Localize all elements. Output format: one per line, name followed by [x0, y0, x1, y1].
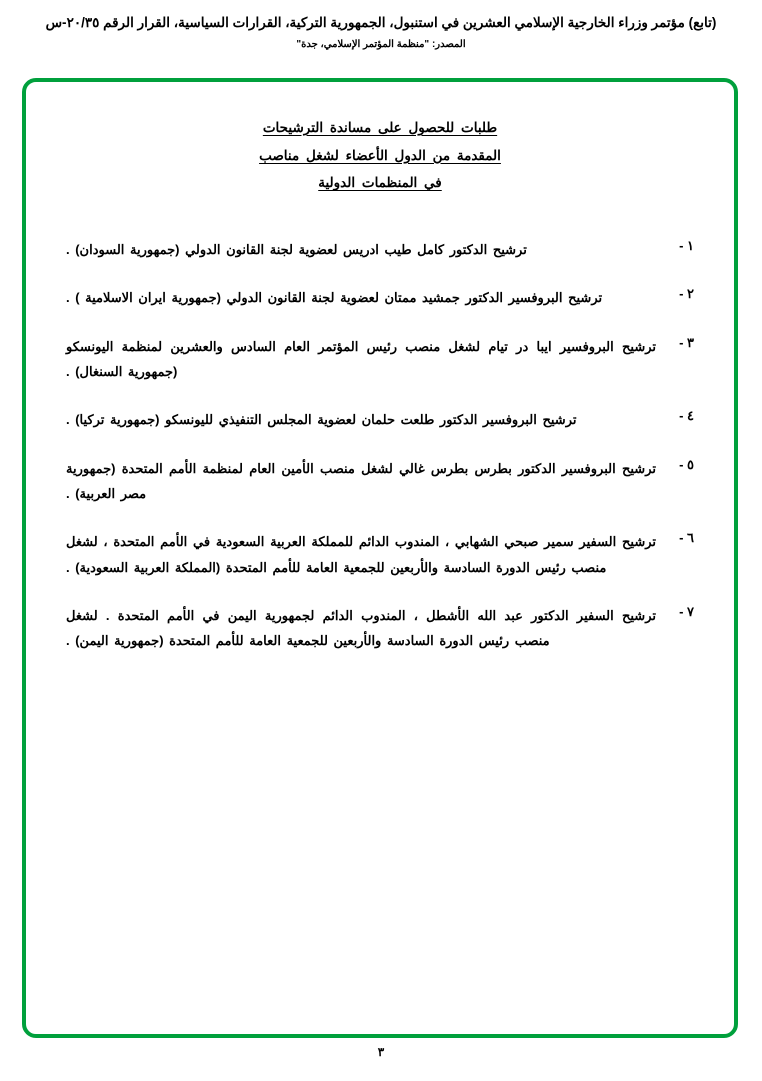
list-item-number: ١ - [679, 238, 694, 254]
list-item [66, 334, 694, 385]
list-item-text: ترشيح البروفسير الدكتور طلعت حلمان لعضوية المجلس التنفيذي لليونسكو (جمهورية تركيا) . [66, 412, 577, 428]
list-item [66, 529, 694, 580]
title-line-1: طلبات للحصول على مساندة الترشيحات [262, 120, 498, 135]
header-source: المصدر: "منظمة المؤتمر الإسلامي، جدة" [296, 39, 466, 51]
list-item-number: ٦ - [679, 530, 694, 546]
list-item-text: ترشيح البروفسير الدكتور جمشيد ممتان لعضوية لجنة القانون الدولي (جمهورية ايران الاسلامية ) . [66, 290, 603, 306]
page-number: ٣ [377, 1045, 385, 1059]
document-header [0, 0, 762, 50]
title-line-3: في المنظمات الدولية [318, 175, 442, 191]
list-item-text: ترشيح السفير الدكتور عبد الله الأشطل ، المندوب الدائم لجمهورية اليمن في الأمم المتحدة . لشغل منصب رئيس الدورة السادسة والأربعين للجمعية العامة للأمم المتحدة (جمهورية اليمن) . [66, 608, 656, 649]
list-item-text: ترشيح الدكتور كامل طيب ادريس لعضوية لجنة القانون الدولي (جمهورية السودان) . [66, 242, 527, 258]
list-item [66, 237, 694, 262]
list-item-text: ترشيح البروفسير الدكتور بطرس بطرس غالي لشغل منصب الأمين العام لمنظمة الأمم المتحدة (جمهورية مصر العربية) . [66, 460, 656, 502]
green-border-frame [22, 78, 738, 1038]
list-item-number: ٤ - [679, 408, 694, 424]
frame-content [26, 82, 734, 1034]
document-title [66, 114, 694, 197]
list-item-number: ٢ - [679, 286, 694, 302]
list-item-text: ترشيح البروفسير ايبا در تيام لشغل منصب رئيس المؤتمر العام السادس والعشرين لمنظمة اليونسكو (جمهورية السنغال) . [66, 338, 656, 380]
list-item [66, 407, 694, 432]
list-item [66, 603, 694, 654]
list-item-text: ترشيح السفير سمير صبحي الشهابي ، المندوب الدائم للمملكة العربية السعودية في الأمم المتحدة ، لشغل منصب رئيس الدورة السادسة والأربعين للجمعية العامة للأمم المتحدة (المملكة العربية السعودية) . [66, 534, 656, 575]
list-item-number: ٣ - [679, 334, 694, 350]
header-title: (تابع) مؤتمر وزراء الخارجية الإسلامي العشرين في استنبول، الجمهورية التركية، القرارات السياسية، القرار الرقم ٢٠/٣٥-س [45, 15, 717, 30]
list-item [66, 456, 694, 507]
list-item-number: ٥ - [679, 456, 694, 472]
list-item [66, 285, 694, 310]
list-item-number: ٧ - [679, 604, 694, 620]
nomination-list [66, 237, 694, 654]
title-line-2: المقدمة من الدول الأعضاء لشغل مناصب [259, 147, 501, 163]
